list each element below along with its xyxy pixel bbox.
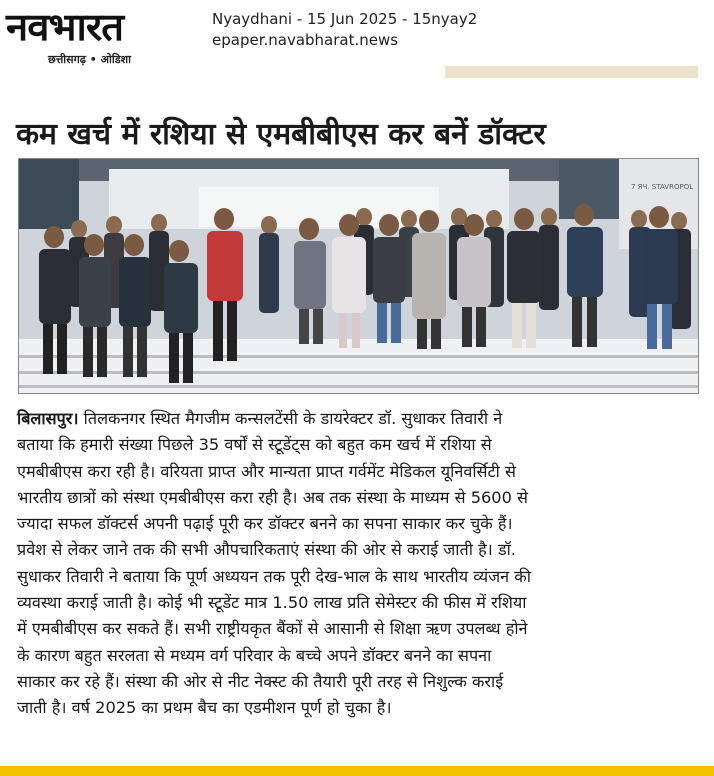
article-headline: कम खर्च में रशिया से एमबीबीएस कर बनें डॉक्टर bbox=[16, 117, 546, 152]
article-photo bbox=[18, 158, 699, 394]
site-link[interactable]: epaper.navabharat.news bbox=[212, 31, 399, 49]
article-line-text: तिलकनगर स्थित मैगजीम कन्सलटेंसी के डायरेक्टर डॉ. सुधाकर तिवारी ने bbox=[78, 409, 503, 428]
article-line: सुधाकर तिवारी ने बताया कि पूर्ण अध्ययन तक पूरी देख-भाल के साथ भारतीय व्यंजन की bbox=[17, 566, 531, 586]
newspaper-logo[interactable] bbox=[6, 4, 202, 66]
article-line: बताया कि हमारी संख्या पिछले 35 वर्षों से स्टूडेंट्स को बहुत कम खर्च में रशिया से bbox=[17, 435, 492, 455]
logo-wordmark: नवभारत bbox=[6, 6, 124, 50]
article-dateline: बिलासपुर। bbox=[17, 409, 79, 428]
article-line: में एमबीबीएस कर सकते हैं। सभी राष्ट्रीयकृत बैंकों से आसानी से शिक्षा ऋण उपलब्ध होने bbox=[17, 619, 528, 639]
edition-line: Nyaydhani - 15 Jun 2025 - 15nyay2 bbox=[212, 10, 478, 28]
article-line: एमबीबीएस करा रही है। वरियता प्राप्त और मान्यता प्राप्त गर्वमेंट मेडिकल यूनिवर्सिटी से bbox=[17, 461, 516, 481]
article-line bbox=[17, 406, 701, 432]
masthead bbox=[0, 0, 714, 70]
building-sign: 7 ЯЧ. STAVROPOL bbox=[631, 183, 694, 191]
footer-accent-bar bbox=[0, 766, 714, 776]
article-line: प्रवेश से लेकर जाने तक की सभी औपचारिकताएं संस्था की ओर से कराई जाती है। डॉ. bbox=[17, 540, 516, 560]
header-rule bbox=[445, 66, 698, 78]
article-body bbox=[17, 406, 701, 722]
article-line: के कारण बहुत सरलता से मध्यम वर्ग परिवार के बच्चे अपने डॉक्टर बनने का सपना bbox=[17, 645, 492, 665]
article-line: भारतीय छात्रों को संस्था एमबीबीएस करा रही है। अब तक संस्था के माध्यम से 5600 से bbox=[17, 487, 528, 507]
article-line: जाती है। वर्ष 2025 का प्रथम बैच का एडमीशन पूर्ण हो चुका है। bbox=[17, 698, 392, 718]
article-line: साकार कर रहे हैं। संस्था की ओर से नीट नेक्स्ट की तैयारी पूरी तरह से निशुल्क कराई bbox=[17, 671, 504, 691]
logo-region: छत्तीसगढ़ • ओडिशा bbox=[48, 53, 131, 66]
article-line: ज्यादा सफल डॉक्टर्स अपनी पढ़ाई पूरी कर डॉक्टर बनने का सपना साकार कर चुके हैं। bbox=[17, 514, 513, 534]
article-line: व्यवस्था कराई जाती है। कोई भी स्टूडेंट मात्र 1.50 लाख प्रति सेमेस्टर की फीस में रशिया bbox=[17, 593, 527, 613]
